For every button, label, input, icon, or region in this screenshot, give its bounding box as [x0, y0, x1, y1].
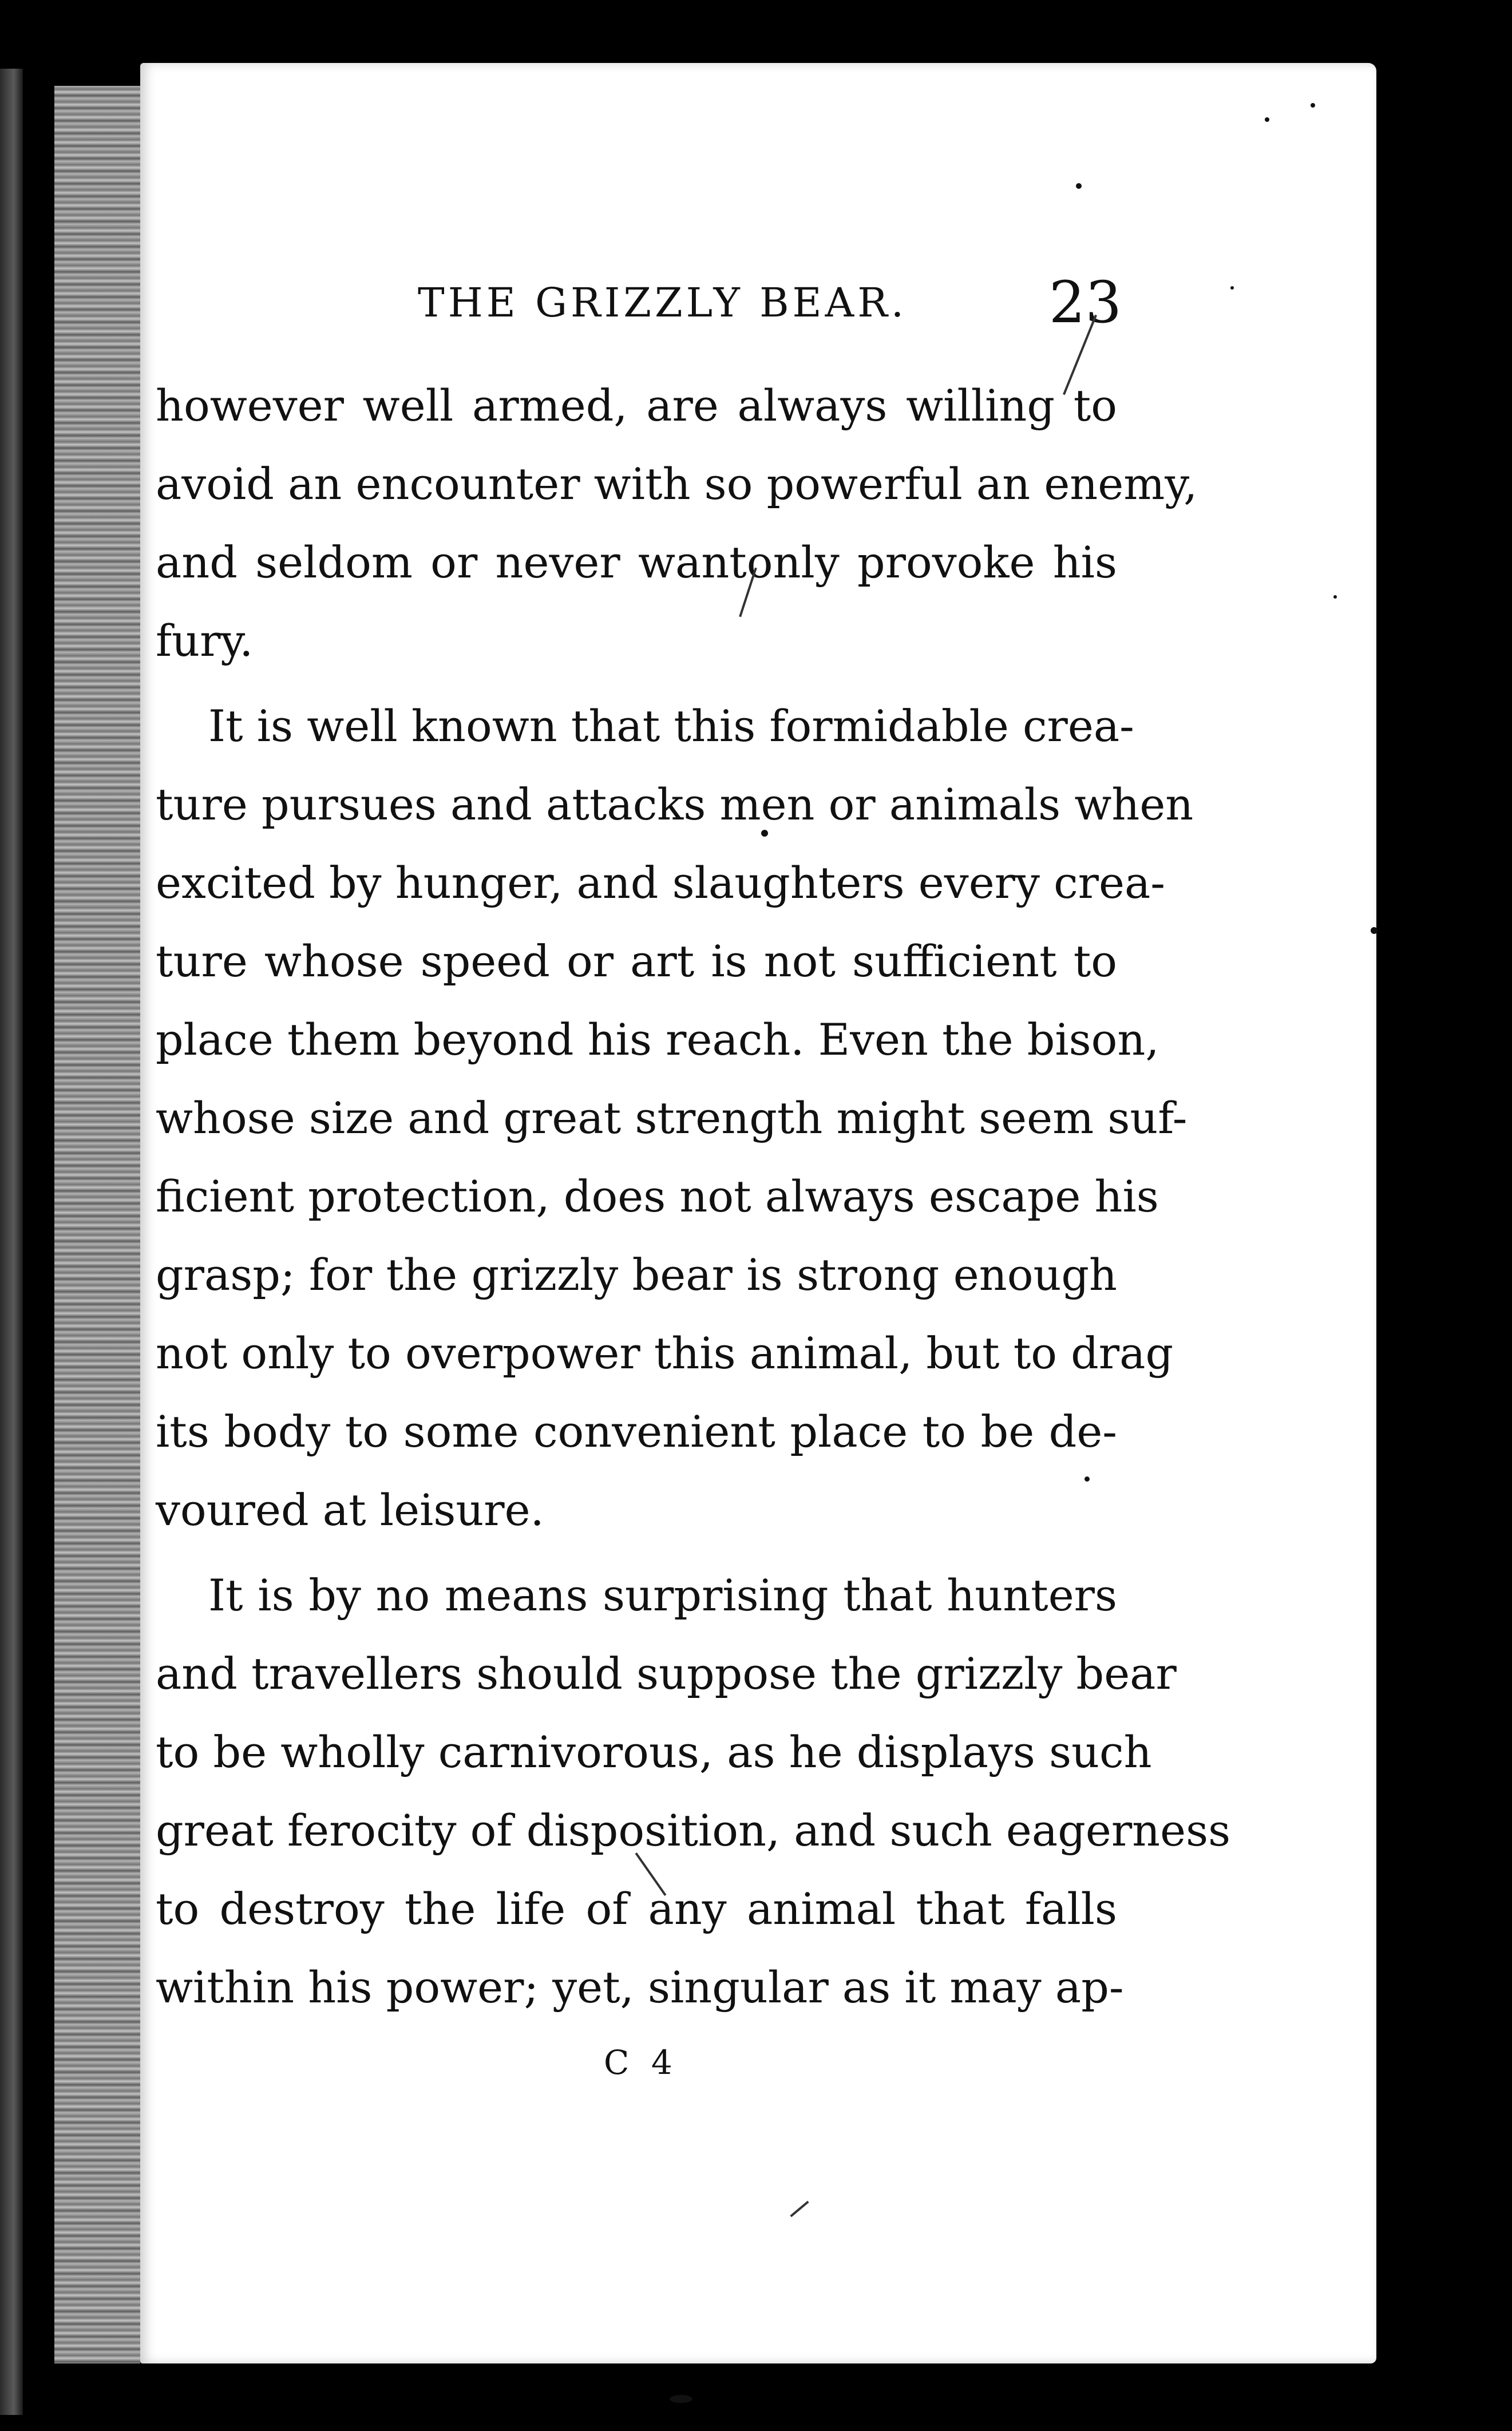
text-line: place them beyond his reach. Even the bison,	[156, 1014, 1159, 1065]
body-text	[156, 366, 1231, 2026]
scan-speck	[1311, 103, 1315, 108]
scan-speck	[1084, 1476, 1090, 1482]
scan-speck	[1230, 286, 1234, 290]
text-line: It is well known that this formidable crea-	[208, 700, 1134, 751]
page-header	[401, 269, 1122, 336]
scan-speck	[1371, 927, 1378, 934]
book-spine-edge	[0, 69, 23, 2415]
text-line: not only to overpower this animal, but to drag	[156, 1328, 1174, 1379]
text-line: ture pursues and attacks men or animals when	[156, 779, 1194, 830]
text-line: ture whose speed or art is not sufficient to	[156, 936, 1117, 987]
scan-speck	[670, 2395, 692, 2403]
text-line: avoid an encounter with so powerful an enemy,	[156, 458, 1198, 509]
running-head: THE GRIZZLY BEAR.	[418, 279, 908, 326]
signature-mark: C 4	[604, 2043, 678, 2082]
text-line: and travellers should suppose the grizzly bear	[156, 1648, 1177, 1699]
text-line: within his power; yet, singular as it may ap-	[156, 1962, 1124, 2013]
scan-speck	[1265, 117, 1269, 122]
text-line: to be wholly carnivorous, as he displays such	[156, 1727, 1152, 1777]
text-line: fury.	[156, 615, 254, 666]
text-line: whose size and great strength might seem suf-	[156, 1092, 1188, 1143]
text-line: and seldom or never wantonly provoke his	[156, 537, 1117, 588]
text-line: great ferocity of disposition, and such eagerness	[156, 1805, 1231, 1856]
text-line: ficient protection, does not always escape his	[156, 1171, 1159, 1222]
text-line: excited by hunger, and slaughters every crea-	[156, 857, 1165, 908]
text-line: however well armed, are always willing to	[156, 380, 1117, 431]
page-gutter-shadow	[54, 86, 140, 2363]
page-number: 23	[1048, 269, 1122, 336]
text-line: It is by no means surprising that hunters	[208, 1570, 1117, 1621]
text-line: voured at leisure.	[156, 1484, 544, 1535]
scan-speck	[761, 830, 768, 837]
scan-speck	[1333, 595, 1337, 599]
text-line: to destroy the life of any animal that falls	[156, 1883, 1117, 1934]
text-line: grasp; for the grizzly bear is strong enough	[156, 1249, 1117, 1300]
text-line: its body to some convenient place to be de-	[156, 1406, 1117, 1457]
scan-speck	[1076, 183, 1082, 189]
